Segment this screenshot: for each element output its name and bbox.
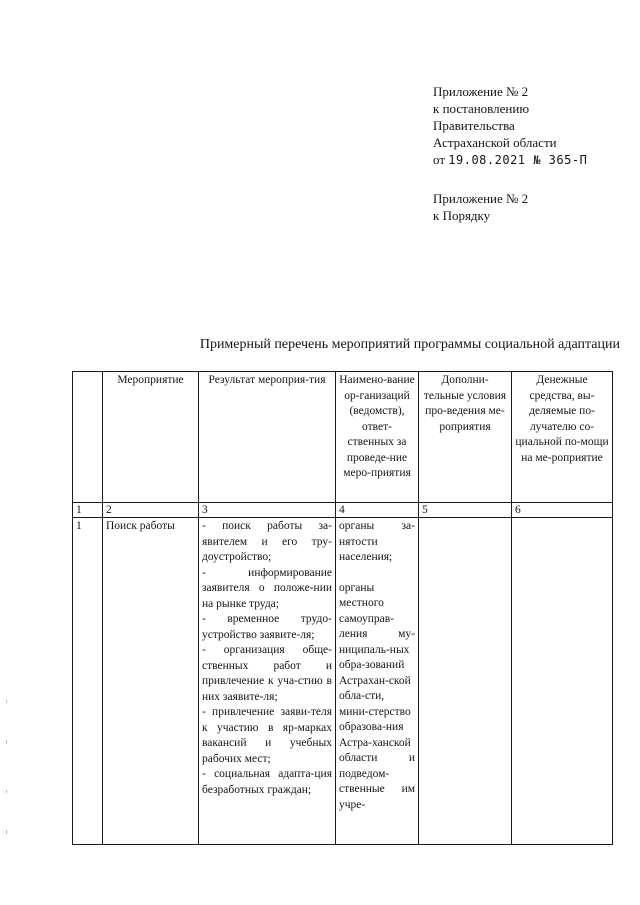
document-title: Примерный перечень мероприятий программы социальной адаптации <box>199 337 620 352</box>
measures-table <box>72 371 613 845</box>
result-item: - организация обще-ственных работ и привлечение к уча-стию в них заявите-ля; <box>202 644 332 703</box>
paragraph-gap <box>339 566 415 581</box>
row-conditions <box>419 518 512 845</box>
date-prefix: от <box>433 152 446 167</box>
column-number-row <box>73 503 613 518</box>
column-number: 3 <box>199 503 336 518</box>
appendix-line: Правительства <box>433 118 515 133</box>
column-number: 6 <box>512 503 613 518</box>
scan-speck <box>6 790 7 793</box>
result-item: - информирование заявителя о положе-нии на рынке труда; <box>202 566 332 610</box>
organization-item: органы за-нятости населения; <box>339 520 415 563</box>
column-number: 5 <box>419 503 512 518</box>
result-item: - социальная адапта-ция безработных граждан; <box>202 768 332 796</box>
scan-speck <box>6 740 7 744</box>
table-header-row <box>73 372 613 503</box>
header-cell-index <box>73 372 103 503</box>
column-number: 4 <box>336 503 419 518</box>
appendix-line: Приложение № 2 <box>433 84 529 99</box>
header-cell-organizations: Наимено-вание ор-ганизаций (ведомств), ответ-ственных за проведе-ние меро-приятия <box>336 372 419 503</box>
header-cell-activity: Мероприятие <box>103 372 199 503</box>
result-item: - временное трудо-устройство заявите-ля; <box>202 613 332 641</box>
organization-item: органы местного самоуправ-ления му-ниципаль-ных обра-зований Астрахан-ской обла-сти, мини-стерство образова-ния Астра-ханской области и подведом-ственные им учре- <box>339 581 415 811</box>
column-number: 2 <box>103 503 199 518</box>
row-funds <box>512 518 613 845</box>
row-results <box>199 518 336 845</box>
order-appendix-line: Приложение № 2 <box>433 191 529 206</box>
column-number: 1 <box>73 503 103 518</box>
row-organizations <box>336 518 419 845</box>
appendix-line: к постановлению <box>433 101 530 116</box>
row-activity: Поиск работы <box>103 518 199 845</box>
scan-speck <box>6 830 7 834</box>
header-cell-funds: Денежные средства, вы-деляемые по-лучателю со-циальной по-мощи на ме-роприятие <box>512 372 613 503</box>
result-item: - привлечение заяви-теля к участию в яр-марках вакансий и учебных рабочих мест; <box>202 706 332 765</box>
scan-speck <box>6 700 7 703</box>
table-row <box>73 518 613 845</box>
appendix-stamp <box>433 83 587 169</box>
header-cell-conditions: Дополни-тельные условия про-ведения ме-роприятия <box>419 372 512 503</box>
appendix-line: Астраханской области <box>433 135 557 150</box>
decree-date-line <box>433 151 587 169</box>
row-index: 1 <box>73 518 103 845</box>
order-appendix-stamp <box>433 190 528 224</box>
decree-date-number: 19.08.2021 № 365-П <box>448 153 588 167</box>
result-item: - поиск работы за-явителем и его тру-доустройство; <box>202 520 332 563</box>
header-cell-result: Результат мероприя-тия <box>199 372 336 503</box>
order-appendix-line: к Порядку <box>433 208 491 223</box>
